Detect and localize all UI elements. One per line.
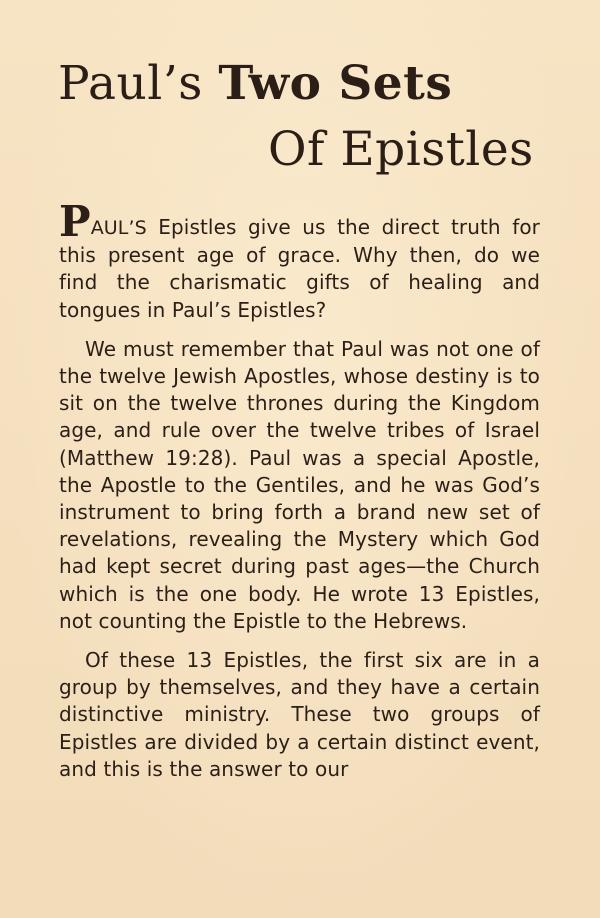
- drop-cap: P: [59, 197, 91, 246]
- title-words-two-sets: Two Sets: [218, 56, 453, 111]
- paragraph-3: Of these 13 Epistles, the first six are in a group by themselves, and they have a certain distinctive ministry. These two groups of Epistles are divided by a certain distinct event, and this is the answer to our: [59, 648, 540, 781]
- title-word-pauls: Paul’s: [58, 56, 203, 111]
- page-title-line-1: [58, 56, 453, 111]
- paragraph-1-text: Epistles give us the direct truth for this present age of grace. Why then, do we find the charismatic gifts of healing and tongues in Paul’s Epistles?: [59, 215, 540, 322]
- paragraph-2: We must remember that Paul was not one of the twelve Jewish Apostles, whose destiny is to sit on the twelve thrones during the Kingdom age, and rule over the twelve tribes of Israel (Matthew 19:28). Paul was a special Apostle, the Apostle to the Gentiles, and he was God’s instrument to bring forth a brand new set of revelations, revealing the Mystery which God had kept secret during past ages—the Church which is the one body. He wrote 13 Epistles, not counting the Epistle to the Hebrews.: [59, 336, 540, 633]
- paragraph-1: [59, 197, 540, 324]
- article-body: [59, 197, 540, 795]
- opening-caps: AUL’S: [90, 217, 147, 239]
- page-title-line-2: Of Epistles: [268, 122, 534, 177]
